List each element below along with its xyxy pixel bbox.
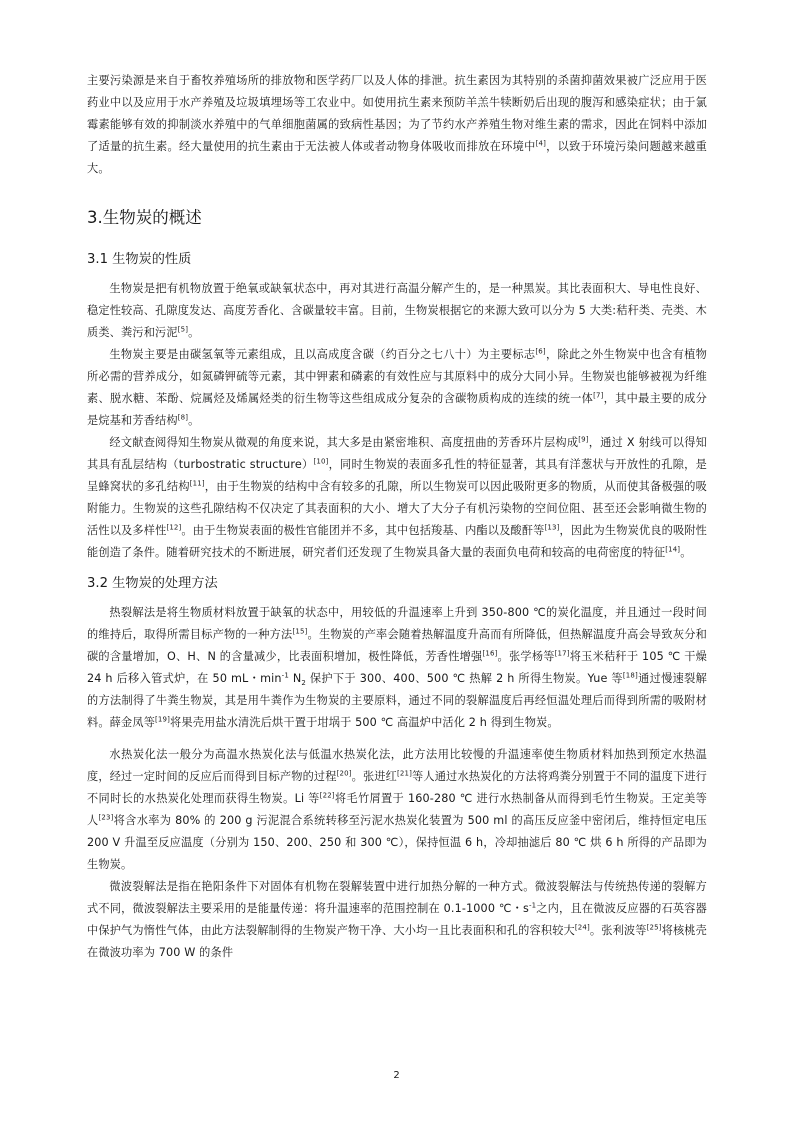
citation: [16] [482,649,498,658]
text-run: 。张学杨等 [497,650,555,663]
text-run: ，因此为生物炭优良的吸附性能创造了条件。随着研究技术的不断进展，研究者们还发现了生物炭具备大量的表面负电荷和较高的电荷密度的特征 [87,524,707,559]
text-run: ，通过 X 射线可以得知其具有乱层结构（turbostratic structure） [87,436,708,471]
section-heading-3: 3.生物炭的概述 [87,208,202,227]
text-run: ，以致于环境污染问题越来越重大。 [87,140,707,175]
text-run: ，由于生物炭的结构中含有较多的孔隙，所以生物炭可以因此吸附更多的物质，从而使其备极强的吸附能力。生物炭的这些孔隙结构不仅决定了其表面积的大小、增大了大分子有机污染物的空间位阻、甚至还会影响微生物的活性以及多样性 [87,480,707,537]
text-run: 水热炭化法一般分为高温水热炭化法与低温水热炭化法，此方法用比较慢的升温速率使生物质材料加热到预定水热温度，经过一定时间的反应后而得到目标产物的过程 [87,748,707,783]
text-run: 将核桃壳在微波功率为 700 W 的条件 [87,924,707,959]
citation: [19] [155,715,171,724]
paragraph-3-2-2 [87,744,707,876]
citation: [6] [535,347,546,356]
text-run: 将玉米秸秆于 105 ℃ 干燥 24 h 后移入管式炉，在 50 mL・min [87,650,707,685]
paragraph-3-2-1 [87,602,707,734]
superscript: -1 [528,901,537,910]
text-run: 热裂解法是将生物质材料放置于缺氧的状态中，用较低的升温速率上升到 350-800 ℃的炭化温度，并且通过一段时间的维持后，取得所需目标产物的一种方法 [87,606,707,641]
text-run: 。生物炭的产率会随着热解温度升高而有所降低，但热解温度升高会导致灰分和碳的含量增加，O、H、N 的含量减少，比表面积增加，极性降低，芳香性增强 [87,628,707,663]
text-run: 。 [188,326,200,339]
text-run: 。 [188,414,200,427]
text-run: ，除此之外生物炭中也含有植物所必需的营养成分，如氮磷钾硫等元素，其中钾素和磷素的有效性应与其原料中的成分大同小异。生物炭也能够被视为纤维素、脱水糖、苯酚、烷属烃及烯属烃类的衍生物等这些组成成分复杂的含碳物质构成的连续的统一体 [87,348,707,405]
text-run: 主要污染源是来自于畜牧养殖场所的排放物和医学药厂以及人体的排泄。抗生素因为其特别的杀菌抑菌效果被广泛应用于医药业中以及应用于水产养殖及垃圾填埋场等工农业中。如使用抗生素来预防羊羔牛犊断奶后出现的腹泻和感染症状；由于氯霉素能够有效的抑制淡水养殖中的气单细胞菌属的致病性基因；为了节约水产养殖生物对维生素的需求，因此在饲料中添加了适量的抗生素。经大量使用的抗生素由于无法被人体或者动物身体吸收而排放在环境中 [87,74,707,153]
text-run: 生物炭是把有机物放置于绝氧或缺氧状态中，再对其进行高温分解产生的，是一种黑炭。其比表面积大、导电性良好、稳定性较高、孔隙度发达、高度芳香化、含碳量较丰富。目前，生物炭根据它的来源大致可以分为 5 大类:秸秆类、壳类、木质类、粪污和污泥 [87,282,707,339]
text-run: 保护下于 300、400、500 ℃ 热解 2 h 所得生物炭。Yue 等 [305,672,623,685]
citation: [18] [622,671,638,680]
text-run: 等人通过水热炭化的方法将鸡粪分别置于不同的温度下进行不同时长的水热炭化处理而获得生物炭。Li 等 [87,770,707,805]
citation: [9] [578,435,589,444]
citation: [17] [554,649,570,658]
paragraph-3-1-1 [87,278,707,344]
text-run: 生物炭主要是由碳氢氧等元素组成，且以高成度含碳（约百分之七八十）为主要标志 [109,348,536,361]
citation: [21] [397,769,412,778]
citation: [12] [166,523,182,532]
citation: [23] [98,813,114,822]
paragraph-3-1-3 [87,432,707,564]
citation: [7] [593,391,604,400]
citation: [10] [313,457,329,466]
intro-paragraph [87,70,707,180]
citation: [4] [535,139,546,148]
subsection-heading-3-1: 3.1 生物炭的性质 [87,252,192,267]
subscript: 2 [301,679,306,688]
text-run: 之内，且在微波反应器的石英容器中保护气为惰性气体，由此方法裂解制得的生物炭产物干净、大小均一且比表面积和孔的容积较大 [87,902,707,937]
citation: [15] [292,627,308,636]
text-run: 通过慢速裂解的方法制得了牛粪生物炭，其是用牛粪作为生物炭的主要原料，通过不同的裂解温度后再经恒温处理后而得到所需的吸附材料。薛金凤等 [87,672,707,729]
text-run: 将毛竹屑置于 160-280 ℃ 进行水热制备从而得到毛竹生物炭。王定美等人 [87,792,707,827]
citation: [24] [574,923,590,932]
text-run: 。张利波等 [589,924,647,937]
paragraph-3-1-2 [87,344,707,432]
subsection-heading-3-2: 3.2 生物炭的处理方法 [87,576,218,591]
paragraph-3-2-3 [87,876,707,964]
citation: [11] [189,479,205,488]
text-run: 。由于生物炭表面的极性官能团并不多，其中包括羧基、内酯以及酸酐等 [181,524,545,537]
text-run: ，同时生物炭的表面多孔性的特征显著，其具有洋葱状与开放性的孔隙，是呈蜂窝状的多孔结构 [87,458,707,493]
citation: [13] [544,523,560,532]
superscript: -1 [281,671,289,680]
citation: [22] [319,791,335,800]
citation: [8] [177,413,189,422]
citation: [25] [646,923,662,932]
citation: [5] [177,325,189,334]
text-run: ，其中最主要的成分是烷基和芳香结构 [87,392,707,427]
text-run: 。 [680,546,692,559]
citation: [20] [336,769,352,778]
text-run: N [288,672,302,685]
text-run: 微波裂解法是指在艳阳条件下对固体有机物在裂解装置中进行加热分解的一种方式。微波裂解法与传统热传递的裂解方式不同，微波裂解法主要采用的是能量传递：将升温速率的范围控制在 0.1-1000 ℃・s [87,880,707,915]
page-content [87,70,707,964]
page-number: 2 [393,1070,400,1081]
text-run: 。张进红 [351,770,398,783]
text-run: 将果壳用盐水清洗后烘干置于坩埚于 500 ℃ 高温炉中活化 2 h 得到生物炭。 [170,716,559,729]
citation: [14] [665,545,681,554]
text-run: 将含水率为 80% 的 200 g 污泥混合系统转移至污泥水热炭化装置为 500 ml 的高压反应釜中密闭后，维持恒定电压 200 V 升温至反应温度（分别为 150、200、250 和 300 ℃），保持恒温 6 h，冷却抽滤后 80 ℃ 烘 6 h 所得的产品即为生物炭。 [87,814,707,871]
text-run: 经文献查阅得知生物炭从微观的角度来说，其大多是由紧密堆积、高度扭曲的芳香环片层构成 [109,436,579,449]
